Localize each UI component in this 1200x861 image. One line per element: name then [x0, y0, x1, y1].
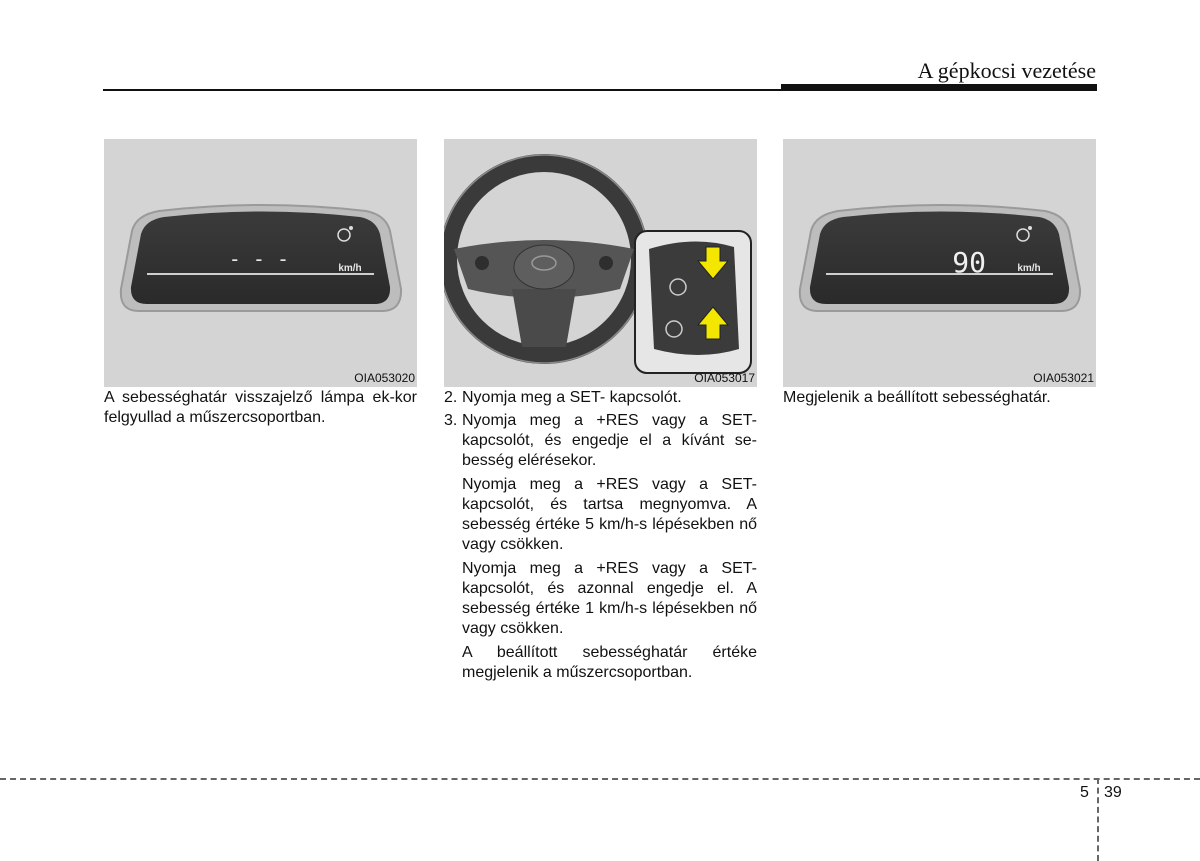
figure-code: OIA053017 [694, 371, 755, 385]
steering-wheel-illustration [444, 139, 757, 387]
list-item [444, 411, 757, 471]
list-item [444, 388, 757, 408]
cluster-speed-readout: 90 [952, 246, 986, 279]
instruction-paragraph: Nyomja meg a +RES vagy a SET- kapcsolót, és azonnal engedje el. A sebesség értéke 1 km/h-s lépésekben nő vagy csökken. [462, 560, 757, 637]
left-column-text: A sebességhatár visszajelző lámpa ek-kor felgyullad a műszercsoportban. [104, 389, 417, 426]
header-rule-accent [781, 84, 1097, 91]
figure-cluster-dashes [104, 139, 417, 387]
cluster-illustration [783, 139, 1096, 387]
figure-code: OIA053021 [1033, 371, 1094, 385]
list-item-text: Nyomja meg a +RES vagy a SET- kapcsolót, és engedje el a kívánt se-besség elérésekor. [462, 412, 757, 469]
instruction-paragraph: A beállított sebességhatár értéke megjelenik a műszercsoportban. [462, 644, 757, 681]
figure-cluster-set-speed [783, 139, 1096, 387]
chapter-number: 5 [1080, 784, 1089, 801]
figure-code: OIA053020 [354, 371, 415, 385]
middle-column [444, 388, 757, 683]
footer-vertical-divider [1097, 778, 1099, 861]
page-number: 39 [1104, 784, 1122, 801]
list-item-text: Nyomja meg a SET- kapcsolót. [462, 389, 682, 406]
cluster-illustration [104, 139, 417, 387]
list-item-number: 2. [444, 389, 458, 406]
cluster-unit-label: km/h [338, 263, 362, 274]
page-header-title: A gépkocsi vezetése [917, 58, 1096, 83]
figure-steering-wheel [444, 139, 757, 387]
cluster-unit-label: km/h [1017, 263, 1041, 274]
right-column-text: Megjelenik a beállított sebességhatár. [783, 389, 1051, 406]
footer-divider [0, 778, 1200, 780]
cluster-speed-readout: - - - [228, 247, 289, 271]
list-item-number: 3. [444, 412, 458, 429]
steering-wheel-icon [444, 155, 648, 363]
instruction-paragraph: Nyomja meg a +RES vagy a SET- kapcsolót, és tartsa megnyomva. A sebesség értéke 5 km/h-s lépésekben nő vagy csökken. [462, 476, 757, 553]
